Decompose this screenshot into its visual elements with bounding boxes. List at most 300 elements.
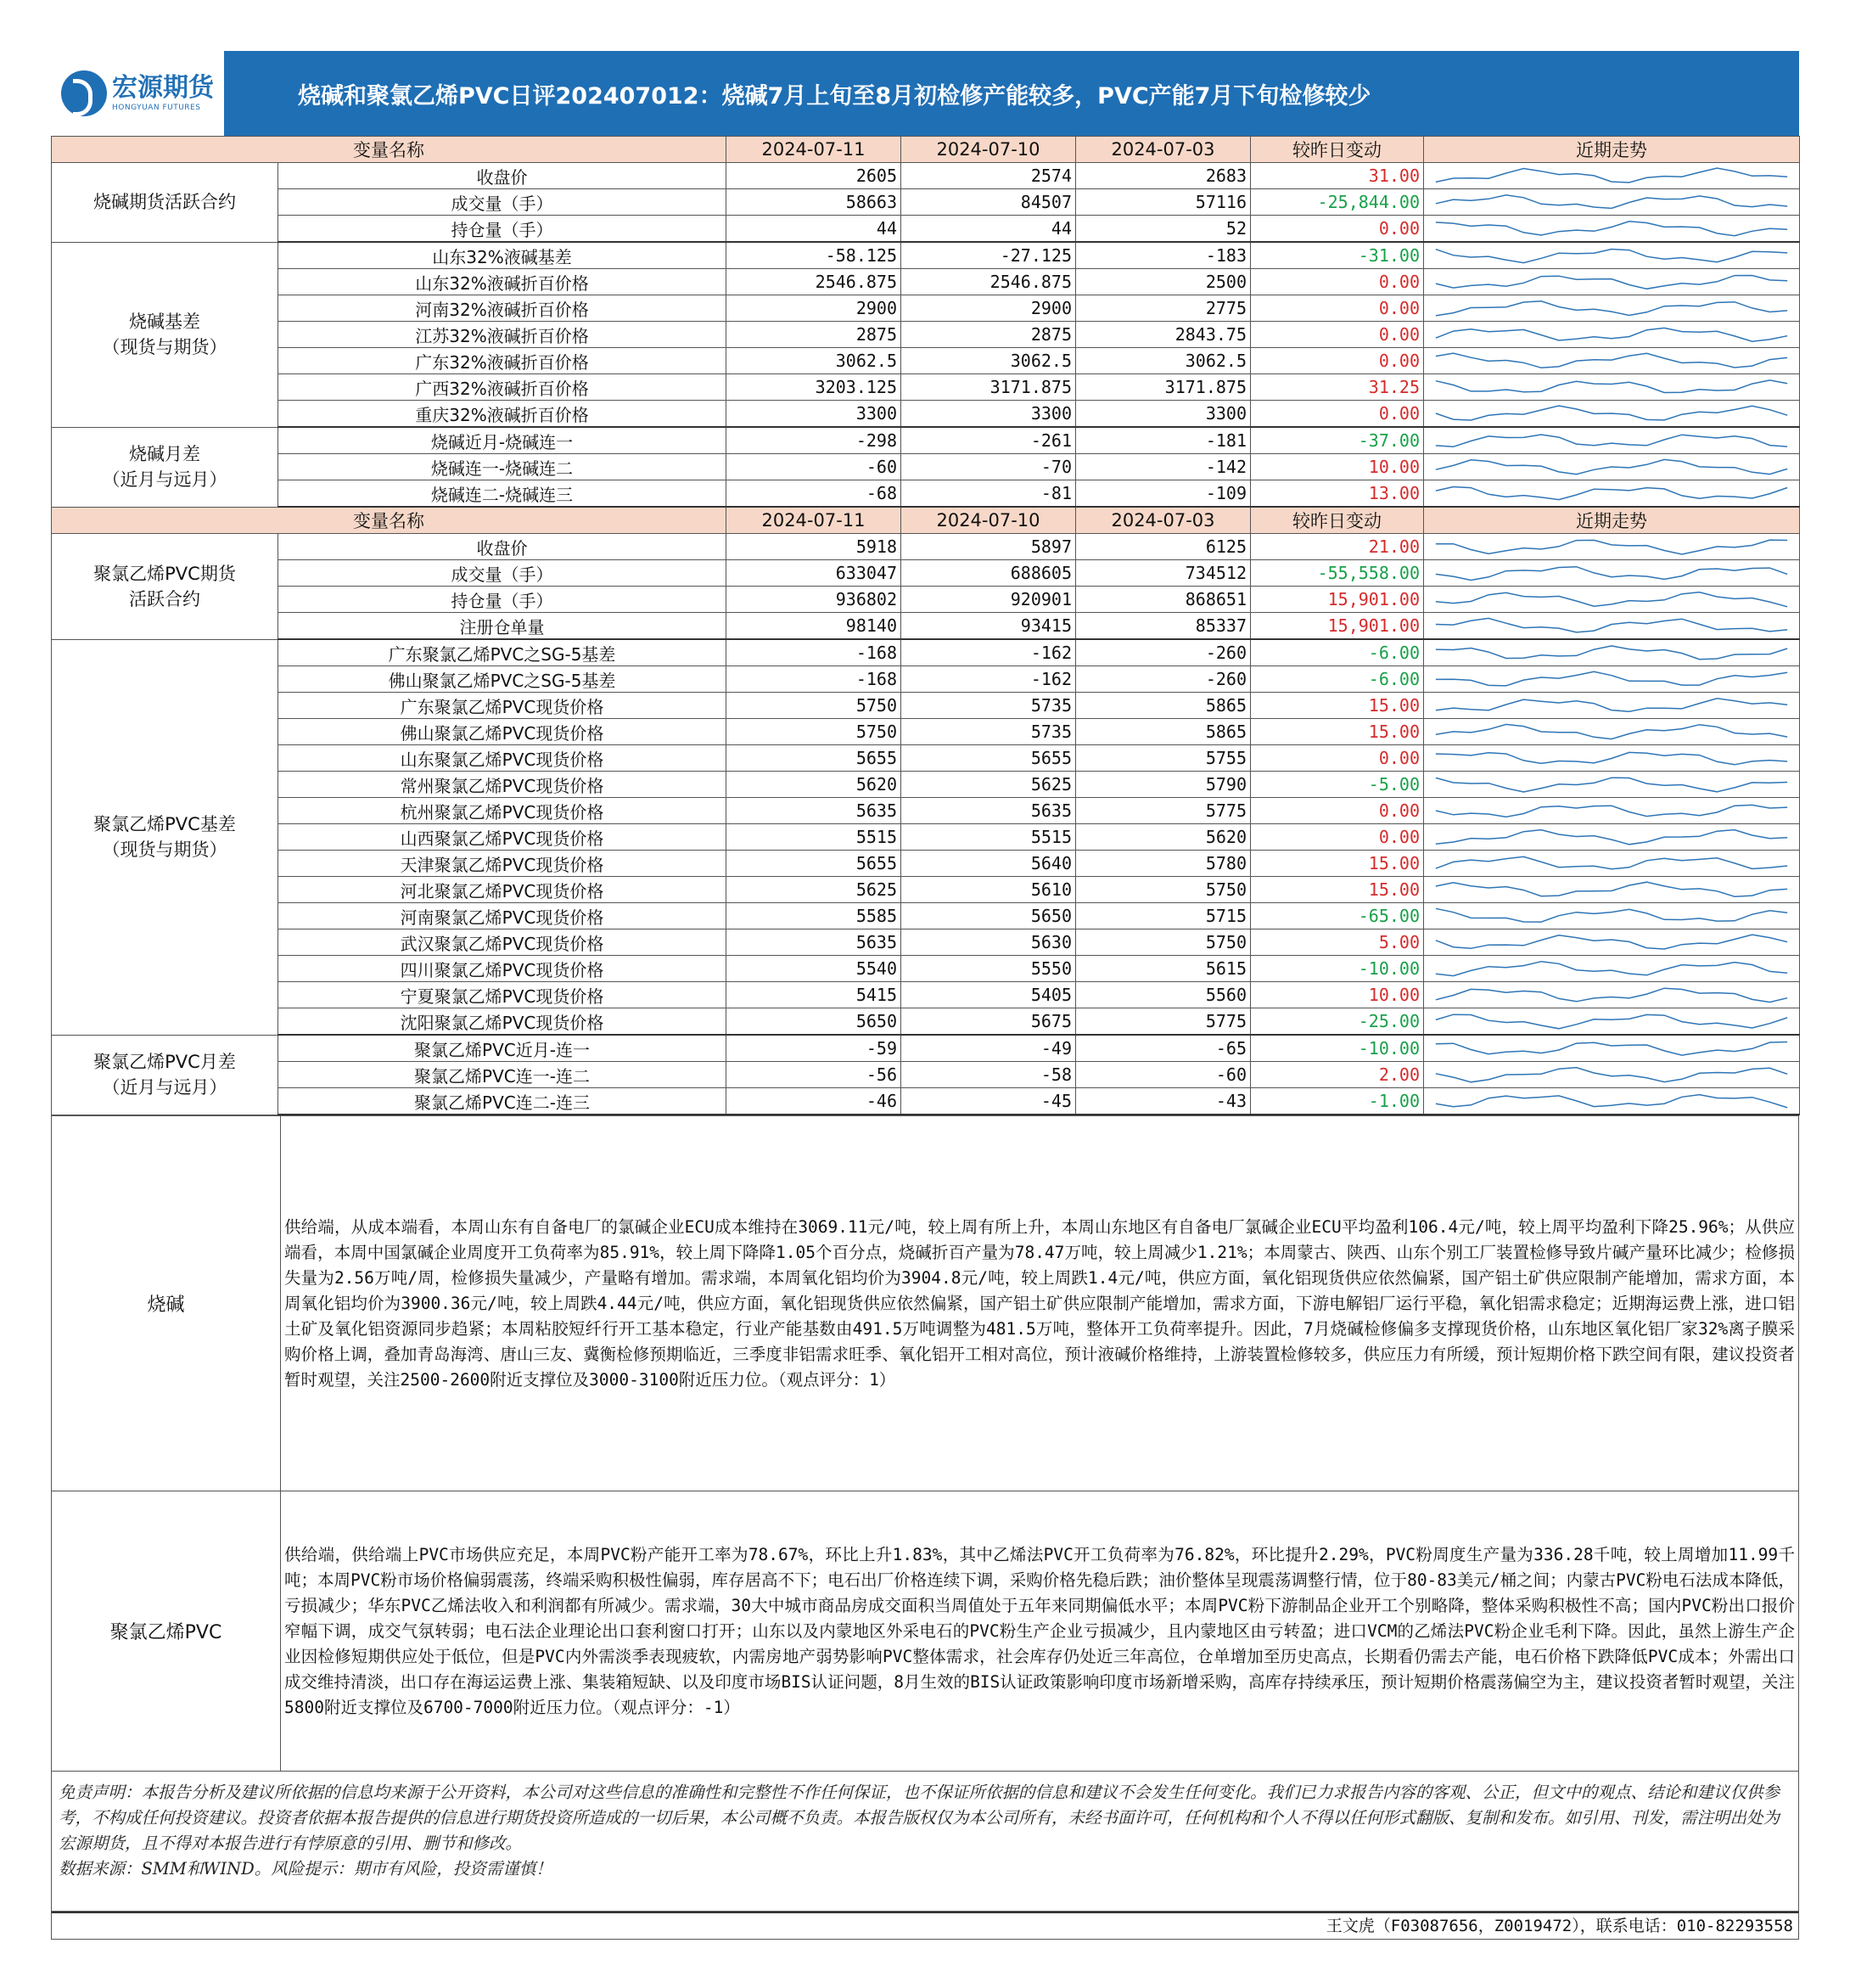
sparkline-line xyxy=(1436,168,1787,183)
table-row xyxy=(52,242,1800,269)
sparkline-line xyxy=(1436,988,1787,1002)
value-2024-07-03: 5865 xyxy=(1076,719,1251,745)
sparkline-cell xyxy=(1424,798,1800,824)
variable-name: 收盘价 xyxy=(278,534,726,560)
sparkline-cell xyxy=(1424,1088,1800,1115)
value-2024-07-11: 5750 xyxy=(726,693,901,719)
sparkline xyxy=(1427,1008,1796,1034)
sparkline-line xyxy=(1436,250,1787,263)
sparkline-cell xyxy=(1424,929,1800,956)
variable-name: 烧碱连一-烧碱连二 xyxy=(278,454,726,480)
variable-name: 聚氯乙烯PVC连一-连二 xyxy=(278,1062,726,1088)
variable-name: 收盘价 xyxy=(278,163,726,189)
value-2024-07-03: 3171.875 xyxy=(1076,374,1251,401)
sparkline-line xyxy=(1436,646,1787,660)
variable-name: 广东聚氯乙烯PVC之SG-5基差 xyxy=(278,639,726,666)
sparkline-line xyxy=(1436,1095,1787,1108)
column-header: 较昨日变动 xyxy=(1251,507,1424,534)
value-2024-07-03: 2683 xyxy=(1076,163,1251,189)
daily-change: -55,558.00 xyxy=(1251,560,1424,587)
sparkline-line xyxy=(1436,406,1787,420)
sparkline-cell xyxy=(1424,322,1800,348)
sparkline xyxy=(1427,956,1796,981)
table-header-row xyxy=(52,137,1800,163)
daily-change: 0.00 xyxy=(1251,348,1424,374)
value-2024-07-10: 5897 xyxy=(901,534,1076,560)
group-label xyxy=(52,242,278,427)
variable-name: 山东32%液碱折百价格 xyxy=(278,269,726,295)
value-2024-07-03: 85337 xyxy=(1076,613,1251,640)
group-label-line: 聚氯乙烯PVC月差 xyxy=(93,1052,236,1072)
table-row xyxy=(52,929,1800,956)
company-logo xyxy=(51,51,226,136)
column-header: 2024-07-03 xyxy=(1076,507,1251,534)
daily-change: 15.00 xyxy=(1251,877,1424,903)
sparkline xyxy=(1427,666,1796,692)
value-2024-07-11: -56 xyxy=(726,1062,901,1088)
group-label xyxy=(52,163,278,243)
daily-change: 15,901.00 xyxy=(1251,587,1424,613)
table-row xyxy=(52,693,1800,719)
daily-change: 5.00 xyxy=(1251,929,1424,956)
value-2024-07-11: 5650 xyxy=(726,1008,901,1036)
group-label-line: 烧碱期货活跃合约 xyxy=(93,192,236,213)
sparkline xyxy=(1427,480,1796,506)
sparkline xyxy=(1427,693,1796,718)
sparkline-cell xyxy=(1424,903,1800,929)
variable-name: 山西聚氯乙烯PVC现货价格 xyxy=(278,824,726,851)
variable-name: 河南聚氯乙烯PVC现货价格 xyxy=(278,903,726,929)
sparkline xyxy=(1427,587,1796,612)
column-header: 近期走势 xyxy=(1424,507,1800,534)
value-2024-07-10: -70 xyxy=(901,454,1076,480)
daily-change: 15,901.00 xyxy=(1251,613,1424,640)
sparkline-cell xyxy=(1424,1035,1800,1062)
sparkline xyxy=(1427,1062,1796,1087)
table-row xyxy=(52,587,1800,613)
value-2024-07-03: -142 xyxy=(1076,454,1251,480)
sparkline xyxy=(1427,454,1796,480)
sparkline-line xyxy=(1436,328,1787,341)
value-2024-07-10: -45 xyxy=(901,1088,1076,1115)
sparkline xyxy=(1427,534,1796,559)
sparkline xyxy=(1427,772,1796,797)
sparkline-line xyxy=(1436,778,1787,792)
variable-name: 烧碱连二-烧碱连三 xyxy=(278,480,726,508)
sparkline-cell xyxy=(1424,613,1800,640)
group-label-line: 聚氯乙烯PVC基差 xyxy=(93,814,236,834)
value-2024-07-11: 2875 xyxy=(726,322,901,348)
daily-change: -6.00 xyxy=(1251,666,1424,693)
sparkline-line xyxy=(1436,935,1787,949)
sparkline xyxy=(1427,428,1796,453)
daily-change: 0.00 xyxy=(1251,295,1424,322)
sparkline-cell xyxy=(1424,745,1800,772)
daily-change: 0.00 xyxy=(1251,401,1424,428)
sparkline xyxy=(1427,189,1796,215)
table-row xyxy=(52,560,1800,587)
table-row xyxy=(52,903,1800,929)
sparkline-line xyxy=(1436,618,1787,632)
value-2024-07-11: 5515 xyxy=(726,824,901,851)
sparkline xyxy=(1427,243,1796,268)
variable-name: 聚氯乙烯PVC连二-连三 xyxy=(278,1088,726,1115)
value-2024-07-11: 5750 xyxy=(726,719,901,745)
value-2024-07-10: -49 xyxy=(901,1035,1076,1062)
value-2024-07-10: 5675 xyxy=(901,1008,1076,1036)
value-2024-07-10: 920901 xyxy=(901,587,1076,613)
value-2024-07-11: -46 xyxy=(726,1088,901,1115)
value-2024-07-03: 2843.75 xyxy=(1076,322,1251,348)
sparkline-line xyxy=(1436,195,1787,209)
sparkline-line xyxy=(1436,459,1787,474)
value-2024-07-11: 44 xyxy=(726,216,901,243)
table-row xyxy=(52,772,1800,798)
daily-change: 31.25 xyxy=(1251,374,1424,401)
sparkline-line xyxy=(1436,380,1787,393)
value-2024-07-10: 44 xyxy=(901,216,1076,243)
daily-change: 15.00 xyxy=(1251,693,1424,719)
value-2024-07-11: 5620 xyxy=(726,772,901,798)
value-2024-07-10: 688605 xyxy=(901,560,1076,587)
group-label-line: （近月与远月） xyxy=(102,1077,227,1098)
sparkline-cell xyxy=(1424,719,1800,745)
value-2024-07-10: 84507 xyxy=(901,189,1076,216)
daily-change: 0.00 xyxy=(1251,269,1424,295)
group-label-line: （现货与期货） xyxy=(102,337,227,357)
table-row xyxy=(52,666,1800,693)
value-2024-07-03: 57116 xyxy=(1076,189,1251,216)
daily-change: -25.00 xyxy=(1251,1008,1424,1036)
table-row xyxy=(52,189,1800,216)
value-2024-07-03: 5560 xyxy=(1076,982,1251,1008)
data-table xyxy=(51,136,1800,1115)
value-2024-07-03: -109 xyxy=(1076,480,1251,508)
value-2024-07-03: 5755 xyxy=(1076,745,1251,772)
sparkline-line xyxy=(1436,1014,1787,1029)
variable-name: 沈阳聚氯乙烯PVC现货价格 xyxy=(278,1008,726,1036)
variable-name: 成交量（手） xyxy=(278,189,726,216)
value-2024-07-11: -58.125 xyxy=(726,242,901,269)
value-2024-07-10: 5635 xyxy=(901,798,1076,824)
sparkline xyxy=(1427,348,1796,373)
table-row xyxy=(52,295,1800,322)
value-2024-07-10: 5515 xyxy=(901,824,1076,851)
sparkline-cell xyxy=(1424,480,1800,508)
column-header: 较昨日变动 xyxy=(1251,137,1424,163)
sparkline-cell xyxy=(1424,348,1800,374)
variable-name: 持仓量（手） xyxy=(278,587,726,613)
daily-change: 13.00 xyxy=(1251,480,1424,508)
value-2024-07-03: 5750 xyxy=(1076,929,1251,956)
value-2024-07-03: -183 xyxy=(1076,242,1251,269)
value-2024-07-11: 58663 xyxy=(726,189,901,216)
sparkline xyxy=(1427,929,1796,955)
sparkline-line xyxy=(1436,353,1787,368)
analyst-contact: 王文虎（F03087656，Z0019472），联系电话：010-82293558 xyxy=(51,1912,1799,1940)
sparkline xyxy=(1427,163,1796,188)
sparkline-line xyxy=(1436,724,1787,738)
disclaimer-block xyxy=(51,1772,1799,1912)
daily-change: 10.00 xyxy=(1251,454,1424,480)
table-row xyxy=(52,982,1800,1008)
group-label xyxy=(52,639,278,1035)
sparkline-line xyxy=(1436,830,1787,845)
value-2024-07-11: -298 xyxy=(726,427,901,454)
value-2024-07-03: -260 xyxy=(1076,639,1251,666)
daily-change: -10.00 xyxy=(1251,1035,1424,1062)
value-2024-07-03: 5790 xyxy=(1076,772,1251,798)
daily-change: 15.00 xyxy=(1251,719,1424,745)
variable-name: 河北聚氯乙烯PVC现货价格 xyxy=(278,877,726,903)
table-row xyxy=(52,1088,1800,1115)
value-2024-07-11: 936802 xyxy=(726,587,901,613)
sparkline-cell xyxy=(1424,295,1800,322)
variable-name: 武汉聚氯乙烯PVC现货价格 xyxy=(278,929,726,956)
daily-change: 0.00 xyxy=(1251,322,1424,348)
sparkline-line xyxy=(1436,301,1787,316)
value-2024-07-03: 5715 xyxy=(1076,903,1251,929)
table-row xyxy=(52,269,1800,295)
daily-change: -37.00 xyxy=(1251,427,1424,454)
value-2024-07-10: 93415 xyxy=(901,613,1076,640)
sparkline-line xyxy=(1436,435,1787,446)
sparkline xyxy=(1427,374,1796,400)
sparkline-cell xyxy=(1424,374,1800,401)
value-2024-07-03: -60 xyxy=(1076,1062,1251,1088)
sparkline-cell xyxy=(1424,1062,1800,1088)
sparkline-line xyxy=(1436,856,1787,869)
sparkline-cell xyxy=(1424,851,1800,877)
daily-change: -10.00 xyxy=(1251,956,1424,982)
sparkline xyxy=(1427,903,1796,929)
sparkline-cell xyxy=(1424,534,1800,560)
variable-name: 江苏32%液碱折百价格 xyxy=(278,322,726,348)
pvc-commentary-label: 聚氯乙烯PVC xyxy=(52,1491,281,1772)
value-2024-07-11: 3062.5 xyxy=(726,348,901,374)
group-label-line: 烧碱月差 xyxy=(129,444,200,464)
variable-name: 宁夏聚氯乙烯PVC现货价格 xyxy=(278,982,726,1008)
table-row xyxy=(52,216,1800,243)
daily-change: 0.00 xyxy=(1251,216,1424,243)
value-2024-07-11: 5415 xyxy=(726,982,901,1008)
value-2024-07-11: 5540 xyxy=(726,956,901,982)
table-row xyxy=(52,322,1800,348)
value-2024-07-11: 5655 xyxy=(726,851,901,877)
sparkline-line xyxy=(1436,699,1787,711)
variable-name: 持仓量（手） xyxy=(278,216,726,243)
table-row xyxy=(52,1035,1800,1062)
value-2024-07-03: -260 xyxy=(1076,666,1251,693)
value-2024-07-03: 5775 xyxy=(1076,798,1251,824)
value-2024-07-11: -59 xyxy=(726,1035,901,1062)
caustic-commentary-label: 烧碱 xyxy=(52,1116,281,1491)
sparkline-line xyxy=(1436,276,1787,289)
variable-name: 烧碱近月-烧碱连一 xyxy=(278,427,726,454)
sparkline-cell xyxy=(1424,587,1800,613)
value-2024-07-10: 5405 xyxy=(901,982,1076,1008)
group-label xyxy=(52,427,278,507)
table-row xyxy=(52,824,1800,851)
value-2024-07-03: 5865 xyxy=(1076,693,1251,719)
sparkline-line xyxy=(1436,752,1787,764)
table-row xyxy=(52,374,1800,401)
group-label-line: （现货与期货） xyxy=(102,840,227,860)
sparkline-cell xyxy=(1424,982,1800,1008)
sparkline xyxy=(1427,851,1796,876)
daily-change: -31.00 xyxy=(1251,242,1424,269)
sparkline xyxy=(1427,401,1796,426)
value-2024-07-10: 5735 xyxy=(901,693,1076,719)
column-header: 2024-07-10 xyxy=(901,137,1076,163)
table-row xyxy=(52,956,1800,982)
value-2024-07-10: 5610 xyxy=(901,877,1076,903)
report-header xyxy=(51,51,1799,136)
table-row xyxy=(52,427,1800,454)
value-2024-07-10: -27.125 xyxy=(901,242,1076,269)
daily-change: 10.00 xyxy=(1251,982,1424,1008)
sparkline xyxy=(1427,1036,1796,1061)
logo-icon xyxy=(61,70,107,116)
sparkline-cell xyxy=(1424,163,1800,189)
value-2024-07-10: -261 xyxy=(901,427,1076,454)
column-header: 近期走势 xyxy=(1424,137,1800,163)
value-2024-07-11: 2900 xyxy=(726,295,901,322)
data-source-text: 数据来源：SMM和WIND。风险提示：期市有风险，投资需谨慎！ xyxy=(59,1859,552,1878)
value-2024-07-03: 6125 xyxy=(1076,534,1251,560)
sparkline xyxy=(1427,613,1796,638)
value-2024-07-11: 98140 xyxy=(726,613,901,640)
value-2024-07-10: 3062.5 xyxy=(901,348,1076,374)
column-header: 变量名称 xyxy=(52,507,726,534)
sparkline xyxy=(1427,745,1796,771)
value-2024-07-11: 5585 xyxy=(726,903,901,929)
sparkline-cell xyxy=(1424,454,1800,480)
sparkline xyxy=(1427,640,1796,665)
table-row xyxy=(52,348,1800,374)
sparkline-line xyxy=(1436,540,1787,554)
daily-change: 31.00 xyxy=(1251,163,1424,189)
daily-change: 0.00 xyxy=(1251,798,1424,824)
column-header: 2024-07-10 xyxy=(901,507,1076,534)
daily-change: 2.00 xyxy=(1251,1062,1424,1088)
daily-change: 15.00 xyxy=(1251,851,1424,877)
value-2024-07-10: 2546.875 xyxy=(901,269,1076,295)
value-2024-07-11: 5635 xyxy=(726,798,901,824)
sparkline xyxy=(1427,1088,1796,1114)
variable-name: 广东32%液碱折百价格 xyxy=(278,348,726,374)
table-row xyxy=(52,401,1800,428)
sparkline-cell xyxy=(1424,189,1800,216)
value-2024-07-10: 5650 xyxy=(901,903,1076,929)
variable-name: 天津聚氯乙烯PVC现货价格 xyxy=(278,851,726,877)
sparkline xyxy=(1427,719,1796,744)
sparkline-line xyxy=(1436,882,1787,896)
variable-name: 聚氯乙烯PVC近月-连一 xyxy=(278,1035,726,1062)
value-2024-07-11: 5635 xyxy=(726,929,901,956)
value-2024-07-10: 2875 xyxy=(901,322,1076,348)
group-label-line: 聚氯乙烯PVC期货 xyxy=(93,563,236,584)
value-2024-07-03: 5775 xyxy=(1076,1008,1251,1036)
value-2024-07-03: 2500 xyxy=(1076,269,1251,295)
disclaimer-text: 免责声明：本报告分析及建议所依据的信息均来源于公开资料，本公司对这些信息的准确性和完整性不作任何保证，也不保证所依据的信息和建议不会发生任何变化。我们已力求报告内容的客观、公正，但文中的观点、结论和建议仅供参考，不构成任何投资建议。投资者依据本报告提供的信息进行期货投资所造成的一切后果，本公司概不负责。本报告版权仅为本公司所有，未经书面许可，任何机构和个人不得以任何形式翻版、复制和发布。如引用、刊发，需注明出处为宏源期货，且不得对本报告进行有悖原意的引用、删节和修改。 xyxy=(59,1783,1780,1853)
daily-change: -6.00 xyxy=(1251,639,1424,666)
variable-name: 杭州聚氯乙烯PVC现货价格 xyxy=(278,798,726,824)
pvc-commentary-text: 供给端，供给端上PVC市场供应充足，本周PVC粉产能开工率为78.67%，环比上升1.83%，其中乙烯法PVC开工负荷率为76.82%，环比提升2.29%，PVC粉周度生产量为336.28千吨，较上周增加11.99千吨；本周PVC粉市场价格偏弱震荡，终端采购积极性偏弱，库存居高不下；电石出厂价格连续下调，采购价格先稳后跌；油价整体呈现震荡调整行情，位于80-83美元/桶之间；内蒙古PVC粉电石法成本降低，亏损减少；华东PVC乙烯法收入和利润都有所减少。需求端，30大中城市商品房成交面积当周值处于五年来同期偏低水平；本周PVC粉下游制品企业开工个别略降，整体采购积极性不高；国内PVC粉出口报价窄幅下调，成交气氛转弱；电石法企业理论出口套利窗口打开；山东以及内蒙地区外采电石的PVC粉生产企业亏损减少，且内蒙地区由亏转盈；进口VCM的乙烯法PVC粉企业毛利下降。因此，虽然上游生产企业因检修短期供应处于低位，但是PVC内外需淡季表现疲软，内需房地产弱势影响PVC整体需求，社会库存仍处近三年高位，仓单增加至历史高点，长期看仍需去产能，电石价格下跌降低PVC成本；外需出口成交维持清淡，出口存在海运运费上涨、集装箱短缺、以及印度市场BIS认证问题，8月生效的BIS认证政策影响印度市场新增采购，高库存持续承压，预计短期价格震荡偏空为主，建议投资者暂时观望，关注5800附近支撑位及6700-7000附近压力位。（观点评分：-1） xyxy=(281,1491,1799,1772)
variable-name: 注册仓单量 xyxy=(278,613,726,640)
variable-name: 山东聚氯乙烯PVC现货价格 xyxy=(278,745,726,772)
value-2024-07-10: -162 xyxy=(901,639,1076,666)
value-2024-07-11: -68 xyxy=(726,480,901,508)
table-row xyxy=(52,745,1800,772)
sparkline-line xyxy=(1436,805,1787,817)
table-row xyxy=(52,613,1800,640)
sparkline-line xyxy=(1436,962,1787,976)
sparkline-cell xyxy=(1424,1008,1800,1036)
table-row xyxy=(52,798,1800,824)
group-label-line: 活跃合约 xyxy=(129,588,200,609)
table-row xyxy=(52,454,1800,480)
sparkline-cell xyxy=(1424,824,1800,851)
group-label-line: 烧碱基差 xyxy=(129,312,200,332)
variable-name: 广西32%液碱折百价格 xyxy=(278,374,726,401)
value-2024-07-03: -65 xyxy=(1076,1035,1251,1062)
sparkline-cell xyxy=(1424,666,1800,693)
sparkline-cell xyxy=(1424,693,1800,719)
value-2024-07-10: 5550 xyxy=(901,956,1076,982)
value-2024-07-10: -162 xyxy=(901,666,1076,693)
daily-change: -5.00 xyxy=(1251,772,1424,798)
value-2024-07-10: 3171.875 xyxy=(901,374,1076,401)
sparkline xyxy=(1427,322,1796,347)
value-2024-07-11: 5918 xyxy=(726,534,901,560)
table-row xyxy=(52,639,1800,666)
value-2024-07-10: 5655 xyxy=(901,745,1076,772)
sparkline-cell xyxy=(1424,772,1800,798)
value-2024-07-10: 2900 xyxy=(901,295,1076,322)
daily-change: -25,844.00 xyxy=(1251,189,1424,216)
value-2024-07-03: -43 xyxy=(1076,1088,1251,1115)
value-2024-07-11: 633047 xyxy=(726,560,901,587)
sparkline-cell xyxy=(1424,877,1800,903)
value-2024-07-10: 5625 xyxy=(901,772,1076,798)
value-2024-07-03: 868651 xyxy=(1076,587,1251,613)
sparkline xyxy=(1427,798,1796,823)
table-row xyxy=(52,480,1800,508)
sparkline xyxy=(1427,216,1796,241)
daily-change: -65.00 xyxy=(1251,903,1424,929)
caustic-commentary-text: 供给端，从成本端看，本周山东有自备电厂的氯碱企业ECU成本维持在3069.11元/吨，较上周有所上升，本周山东地区有自备电厂氯碱企业ECU平均盈利106.4元/吨，较上周平均盈利下降25.96%；从供应端看，本周中国氯碱企业周度开工负荷率为85.91%，较上周下降降1.05个百分点，烧碱折百产量为78.47万吨，较上周减少1.21%；本周蒙古、陕西、山东个别工厂装置检修导致片碱产量环比减少；检修损失量为2.56万吨/周，检修损失量减少，产量略有增加。需求端，本周氧化铝均价为3904.8元/吨，较上周跌1.4元/吨，供应方面，氧化铝现货供应依然偏紧，国产铝土矿供应限制产能增加，需求方面，本周氧化铝均价为3900.36元/吨，较上周跌4.44元/吨，供应方面，氧化铝现货供应依然偏紧，国产铝土矿供应限制产能增加，需求方面，下游电解铝厂运行平稳，氧化铝需求稳定；近期海运费上涨，进口铝土矿及氧化铝资源同步趋紧；本周粘胶短纤行开工基本稳定，行业产能基数由491.5万吨调整为481.5万吨，整体开工负荷率提升。因此，7月烧碱检修偏多支撑现货价格，山东地区氧化铝厂家32%离子膜采购价格上调，叠加青岛海湾、唐山三友、冀衡检修预期临近，三季度非铝需求旺季、氧化铝开工相对高位，预计液碱价格维持，上游装置检修较多，供应压力有所缓，预计短期价格下跌空间有限，建议投资者暂时观望，关注2500-2600附近支撑位及3000-3100附近压力位。（观点评分：1） xyxy=(281,1116,1799,1491)
value-2024-07-11: 2546.875 xyxy=(726,269,901,295)
daily-change: -1.00 xyxy=(1251,1088,1424,1115)
table-row xyxy=(52,1062,1800,1088)
sparkline-line xyxy=(1436,1042,1787,1056)
value-2024-07-11: 5625 xyxy=(726,877,901,903)
table-row xyxy=(52,1008,1800,1036)
variable-name: 成交量（手） xyxy=(278,560,726,587)
variable-name: 重庆32%液碱折百价格 xyxy=(278,401,726,428)
value-2024-07-10: 3300 xyxy=(901,401,1076,428)
value-2024-07-11: -168 xyxy=(726,666,901,693)
report-title: 烧碱和聚氯乙烯PVC日评202407012：烧碱7月上旬至8月初检修产能较多，PVC产能7月下旬检修较少 xyxy=(298,82,1371,110)
report-frame xyxy=(51,51,1799,1940)
value-2024-07-03: 3062.5 xyxy=(1076,348,1251,374)
table-header-row xyxy=(52,507,1800,534)
value-2024-07-10: 5640 xyxy=(901,851,1076,877)
variable-name: 四川聚氯乙烯PVC现货价格 xyxy=(278,956,726,982)
sparkline-cell xyxy=(1424,401,1800,428)
value-2024-07-11: -168 xyxy=(726,639,901,666)
